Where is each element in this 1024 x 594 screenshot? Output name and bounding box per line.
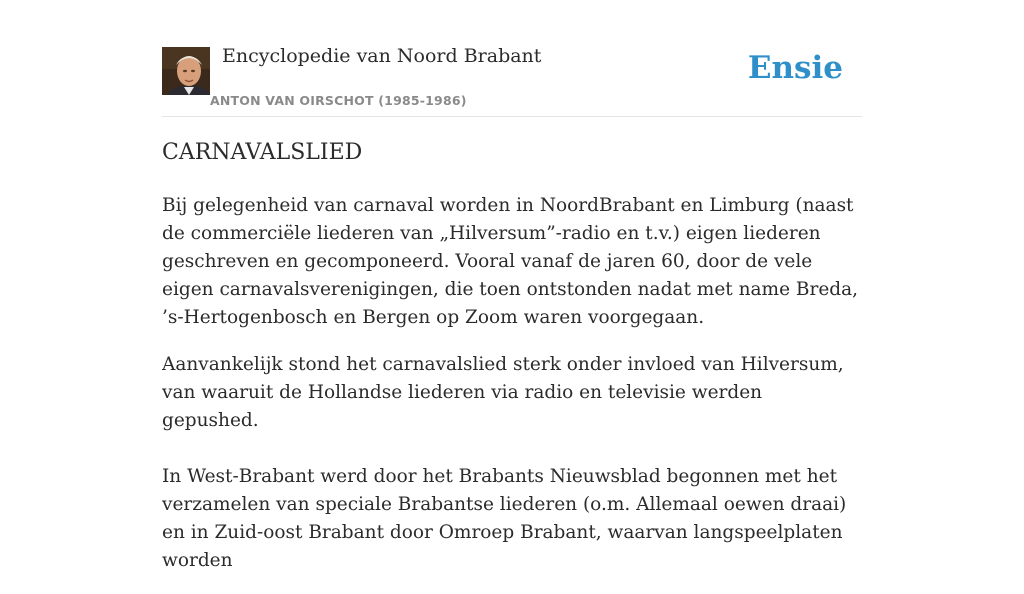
page-header <box>162 0 862 117</box>
article-paragraph: Aanvankelijk stond het carnavalslied sterk onder invloed van Hilversum, van waaruit de Hollandse liederen via radio en televisie werden gepushed. <box>162 354 844 431</box>
article-paragraph: Bij gelegenheid van carnaval worden in NoordBrabant en Limburg (naast de commerciële liederen van „Hilversum”-radio en t.v.) eigen liederen geschreven en gecomponeerd. Vooral vanaf de jaren 60, door de vele eigen carnavalsverenigingen, die toen ontstonden nadat met name Breda, ’s-Hertogenbosch en Bergen op Zoom waren voorgegaan. <box>162 195 859 328</box>
article-body <box>162 192 862 594</box>
site-title[interactable]: Encyclopedie van Noord Brabant <box>222 45 542 67</box>
ensie-logo[interactable]: Ensie <box>747 50 843 86</box>
author-portrait-icon <box>162 47 210 95</box>
page-container <box>162 0 862 571</box>
author-name[interactable]: ANTON VAN OIRSCHOT (1985-1986) <box>210 93 467 108</box>
author-avatar <box>162 47 210 95</box>
article-paragraph: In West-Brabant werd door het Brabants Nieuwsblad begonnen met het verzamelen van speciale Brabantse liederen (o.m. Allemaal oewen draai) en in Zuid-oost Brabant door Omroep Brabant, waarvan langspeelplaten worden <box>162 466 847 571</box>
article-title: CARNAVALSLIED <box>162 140 363 165</box>
